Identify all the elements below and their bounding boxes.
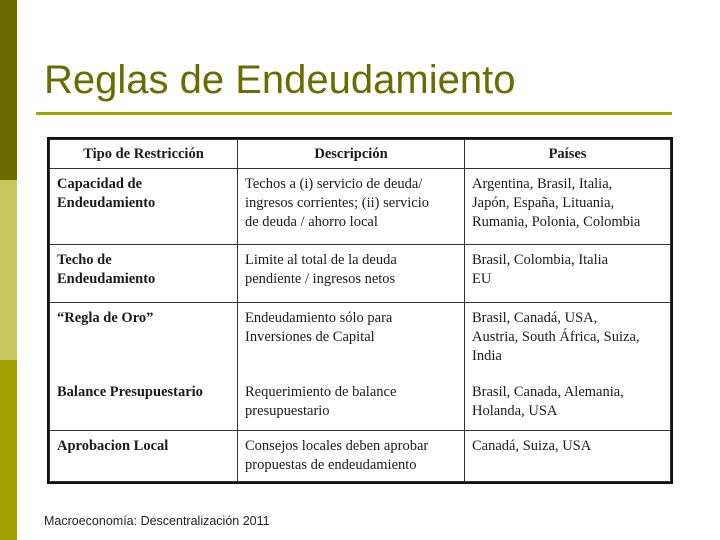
header-description: Descripción <box>238 140 465 169</box>
cell-restriction-type: Capacidad de Endeudamiento <box>50 169 238 245</box>
cell-description: Limite al total de la deuda pendiente / ingresos netos <box>238 245 465 303</box>
title-underline <box>36 112 672 115</box>
table-row <box>50 169 671 245</box>
header-restriction-type: Tipo de Restricción <box>50 140 238 169</box>
table-row <box>50 303 671 377</box>
cell-restriction-type: Aprobacion Local <box>50 431 238 482</box>
slide-footer: Macroeconomía: Descentralización 2011 <box>44 514 270 528</box>
cell-countries: Brasil, Canadá, USA, Austria, South África, Suiza, India <box>465 303 671 377</box>
side-bar-top <box>0 0 17 180</box>
cell-countries: Brasil, Canada, Alemania, Holanda, USA <box>465 377 671 431</box>
cell-description: Requerimiento de balance presupuestario <box>238 377 465 431</box>
side-bar-bottom <box>0 360 17 540</box>
cell-restriction-type: Techo de Endeudamiento <box>50 245 238 303</box>
table-row <box>50 377 671 431</box>
table-row <box>50 245 671 303</box>
cell-restriction-type: Balance Presupuestario <box>50 377 238 431</box>
cell-countries: Argentina, Brasil, Italia, Japón, España, Lituania, Rumania, Polonia, Colombia <box>465 169 671 245</box>
cell-description: Techos a (i) servicio de deuda/ ingresos corrientes; (ii) servicio de deuda / ahorro local <box>238 169 465 245</box>
slide-title: Reglas de Endeudamiento <box>44 58 516 102</box>
cell-description: Endeudamiento sólo para Inversiones de Capital <box>238 303 465 377</box>
cell-restriction-type: “Regla de Oro” <box>50 303 238 377</box>
table-row <box>50 431 671 482</box>
borrowing-rules-table <box>47 137 673 484</box>
cell-countries: Canadá, Suiza, USA <box>465 431 671 482</box>
cell-countries: Brasil, Colombia, Italia EU <box>465 245 671 303</box>
side-bar-middle <box>0 180 17 360</box>
header-countries: Países <box>465 140 671 169</box>
table-header-row <box>50 140 671 169</box>
cell-description: Consejos locales deben aprobar propuestas de endeudamiento <box>238 431 465 482</box>
